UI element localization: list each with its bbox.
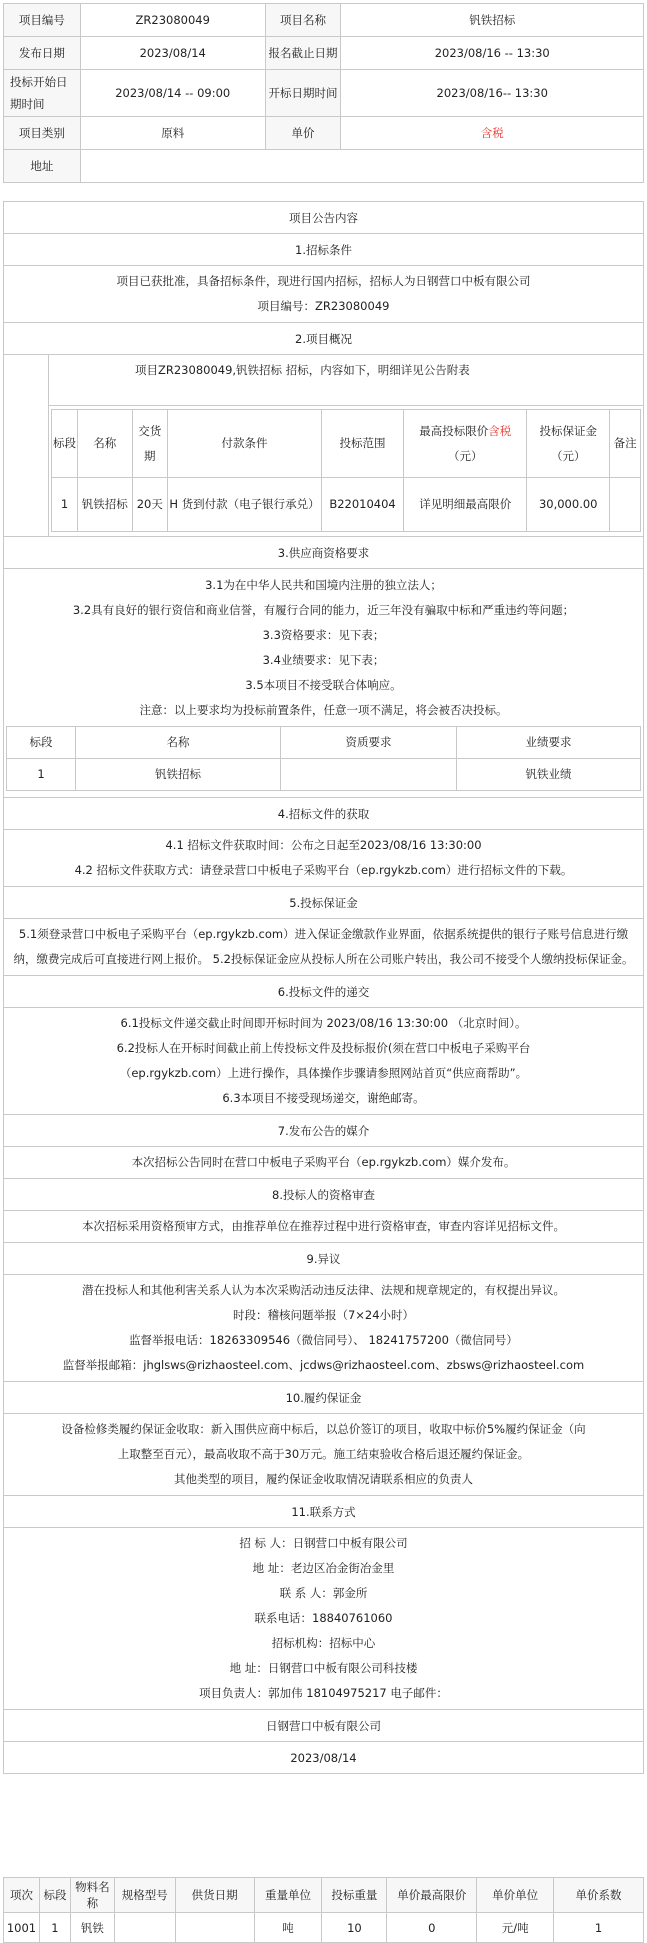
s8-p1: 本次招标采用资格预审方式，由推荐单位在推荐过程中进行资格审查，审查内容详见招标文件。 xyxy=(82,1219,565,1233)
td-deposit: 30,000.00 xyxy=(527,478,610,532)
section-body-4 xyxy=(4,830,644,887)
qd-section: 1 xyxy=(7,759,76,791)
value-registration-deadline: 2023/08/16 -- 13:30 xyxy=(341,37,644,70)
s6-p3: 6.3本项目不接受现场递交，谢绝邮寄。 xyxy=(222,1091,425,1105)
id-section: 1 xyxy=(39,1913,70,1943)
ih-price-coef: 单价系数 xyxy=(554,1878,644,1913)
ih-material: 物料名称 xyxy=(70,1878,114,1913)
s11-p6: 地 址：日钢营口中板有限公司科技楼 xyxy=(229,1661,418,1675)
section-body-8 xyxy=(4,1211,644,1243)
id-spec xyxy=(114,1913,175,1943)
ih-max-unit-price: 单价最高限价 xyxy=(387,1878,477,1913)
section-body-10 xyxy=(4,1414,644,1496)
s11-p3: 联 系 人：郭金所 xyxy=(279,1586,368,1600)
section-title-2: 2.项目概况 xyxy=(4,323,644,355)
section-body-7 xyxy=(4,1147,644,1179)
s11-p4: 联系电话：18840761060 xyxy=(254,1611,393,1625)
id-supply-date xyxy=(175,1913,254,1943)
qh-section: 标段 xyxy=(7,727,76,759)
section-title-6: 6.投标文件的递交 xyxy=(4,976,644,1008)
s11-p7: 项目负责人：郭加伟 18104975217 电子邮件： xyxy=(199,1686,448,1700)
s4-p1: 4.1 招标文件获取时间：公布之日起至2023/08/16 13:30:00 xyxy=(165,838,482,852)
s6-p2: 6.2投标人在开标时间截止前上传投标文件及投标报价(须在营口中板电子采购平台（ep.rgykzb.com）上进行操作，具体操作步骤请参照网站首页“供应商帮助”。 xyxy=(116,1041,531,1080)
section-title-1: 1.招标条件 xyxy=(4,234,644,266)
label-address: 地址 xyxy=(4,150,81,183)
s2-summary: 项目ZR23080049,钒铁招标 招标，内容如下，明细详见公告附表 xyxy=(49,355,644,406)
label-bid-open: 开标日期时间 xyxy=(265,70,341,117)
td-section: 1 xyxy=(52,478,78,532)
ih-bid-weight: 投标重量 xyxy=(322,1878,387,1913)
qualification-table xyxy=(6,726,641,791)
label-bid-start: 投标开始日期时间 xyxy=(4,70,81,117)
s6-p1: 6.1投标文件递交截止时间即开标时间为 2023/08/16 13:30:00 （北京时间）。 xyxy=(120,1016,527,1030)
s11-p2: 地 址：老边区冶金街冶金里 xyxy=(252,1561,395,1575)
s3-p6: 注意：以上要求均为投标前置条件，任意一项不满足，将会被否决投标。 xyxy=(139,703,508,717)
project-info-table xyxy=(3,3,644,183)
s10-p1: 设备检修类履约保证金收取：新入围供应商中标后，以总价签订的项目，收取中标价5%履约保证金（向上取整至百元），最高收取不高于30万元。施工结束验收合格后退还履约保证金。 xyxy=(61,1422,586,1461)
qh-performance: 业绩要求 xyxy=(457,727,641,759)
label-registration-deadline: 报名截止日期 xyxy=(265,37,341,70)
qd-performance: 钒铁业绩 xyxy=(457,759,641,791)
s9-p3: 监督举报电话：18263309546（微信同号）、 18241757200（微信同号） xyxy=(129,1333,518,1347)
section-body-5 xyxy=(4,919,644,976)
section-body-9 xyxy=(4,1275,644,1382)
ih-price-unit: 单价单位 xyxy=(477,1878,554,1913)
th-delivery: 交货期 xyxy=(132,410,168,478)
th-max-price-unit: （元） xyxy=(447,448,483,463)
section-body-6 xyxy=(4,1008,644,1115)
value-project-number: ZR23080049 xyxy=(80,4,265,37)
th-deposit: 投标保证金（元） xyxy=(527,410,610,478)
s7-p1: 本次招标公告同时在营口中板电子采购平台（ep.rgykzb.com）媒介发布。 xyxy=(131,1155,516,1169)
s11-p5: 招标机构：招标中心 xyxy=(271,1636,376,1650)
s1-p2: 项目编号：ZR23080049 xyxy=(257,299,390,313)
indent-cell xyxy=(4,355,49,537)
bid-section-table xyxy=(51,409,641,532)
td-remark xyxy=(610,478,641,532)
section-title-4: 4.招标文件的获取 xyxy=(4,798,644,830)
qd-name: 钒铁招标 xyxy=(76,759,281,791)
label-unit-price: 单价 xyxy=(265,117,341,150)
section-title-11: 11.联系方式 xyxy=(4,1496,644,1528)
td-delivery: 20天 xyxy=(132,478,168,532)
s4-p2: 4.2 招标文件获取方式：请登录营口中板电子采购平台（ep.rgykzb.com）进行招标文件的下载。 xyxy=(74,863,573,877)
section-title-3: 3.供应商资格要求 xyxy=(4,537,644,569)
section-body-11 xyxy=(4,1528,644,1710)
id-bid-weight: 10 xyxy=(322,1913,387,1943)
th-payment: 付款条件 xyxy=(168,410,322,478)
value-unit-price: 含税 xyxy=(341,117,644,150)
ih-weight-unit: 重量单位 xyxy=(254,1878,322,1913)
id-item-no: 1001 xyxy=(4,1913,40,1943)
section-body-3 xyxy=(4,569,644,798)
qh-name: 名称 xyxy=(76,727,281,759)
notice-table xyxy=(3,201,644,1774)
s1-p1: 项目已获批准，具备招标条件，现进行国内招标，招标人为日钢营口中板有限公司 xyxy=(116,274,531,288)
section-title-10: 10.履约保证金 xyxy=(4,1382,644,1414)
value-project-category: 原料 xyxy=(80,117,265,150)
s9-p4: 监督举报邮箱：jhglsws@rizhaosteel.com、jcdws@rizhaosteel.com、zbsws@rizhaosteel.com xyxy=(62,1358,585,1372)
s9-p2: 时段：稽核问题举报（7×24小时） xyxy=(232,1308,415,1322)
id-max-unit-price: 0 xyxy=(387,1913,477,1943)
company-name: 日钢营口中板有限公司 xyxy=(4,1710,644,1742)
label-project-number: 项目编号 xyxy=(4,4,81,37)
value-bid-open: 2023/08/16-- 13:30 xyxy=(341,70,644,117)
th-section: 标段 xyxy=(52,410,78,478)
th-max-price xyxy=(404,410,527,478)
s3-p3: 3.3资格要求：见下表； xyxy=(262,628,385,642)
item-detail-table xyxy=(3,1877,644,1943)
td-name: 钒铁招标 xyxy=(78,478,132,532)
ih-section: 标段 xyxy=(39,1878,70,1913)
s3-p2: 3.2具有良好的银行资信和商业信誉，有履行合同的能力，近三年没有骗取中标和严重违约等问题； xyxy=(72,603,575,617)
notice-title: 项目公告内容 xyxy=(4,202,644,234)
th-max-price-label: 最高投标限价 xyxy=(419,423,489,438)
th-tax-included: 含税 xyxy=(488,423,512,438)
ih-spec: 规格型号 xyxy=(114,1878,175,1913)
s2-table-cell xyxy=(49,406,644,537)
s3-p5: 3.5本项目不接受联合体响应。 xyxy=(245,678,402,692)
ih-item-no: 项次 xyxy=(4,1878,40,1913)
value-address xyxy=(80,150,643,183)
s3-p4: 3.4业绩要求：见下表； xyxy=(262,653,385,667)
s11-p1: 招 标 人：日钢营口中板有限公司 xyxy=(239,1536,408,1550)
section-title-5: 5.投标保证金 xyxy=(4,887,644,919)
id-material: 钒铁 xyxy=(70,1913,114,1943)
th-scope: 投标范围 xyxy=(321,410,403,478)
value-publish-date: 2023/08/14 xyxy=(80,37,265,70)
value-project-name: 钒铁招标 xyxy=(341,4,644,37)
label-publish-date: 发布日期 xyxy=(4,37,81,70)
notice-date: 2023/08/14 xyxy=(4,1742,644,1774)
table-row xyxy=(4,1913,644,1943)
id-price-coef: 1 xyxy=(554,1913,644,1943)
th-name: 名称 xyxy=(78,410,132,478)
qd-qualification xyxy=(281,759,457,791)
s3-p1: 3.1为在中华人民共和国境内注册的独立法人； xyxy=(205,578,442,592)
td-scope: B22010404 xyxy=(321,478,403,532)
label-project-name: 项目名称 xyxy=(265,4,341,37)
section-title-9: 9.异议 xyxy=(4,1243,644,1275)
th-remark: 备注 xyxy=(610,410,641,478)
qh-qualification: 资质要求 xyxy=(281,727,457,759)
label-project-category: 项目类别 xyxy=(4,117,81,150)
id-weight-unit: 吨 xyxy=(254,1913,322,1943)
td-payment: H 货到付款（电子银行承兑） xyxy=(168,478,322,532)
ih-supply-date: 供货日期 xyxy=(175,1878,254,1913)
section-title-8: 8.投标人的资格审查 xyxy=(4,1179,644,1211)
id-price-unit: 元/吨 xyxy=(477,1913,554,1943)
td-max-price: 详见明细最高限价 xyxy=(404,478,527,532)
section-title-7: 7.发布公告的媒介 xyxy=(4,1115,644,1147)
s9-p1: 潜在投标人和其他利害关系人认为本次采购活动违反法律、法规和规章规定的，有权提出异议。 xyxy=(82,1283,565,1297)
s10-p2: 其他类型的项目，履约保证金收取情况请联系相应的负责人 xyxy=(174,1472,473,1486)
value-bid-start: 2023/08/14 -- 09:00 xyxy=(80,70,265,117)
section-body-1 xyxy=(4,266,644,323)
s5-p1: 5.1须登录营口中板电子采购平台（ep.rgykzb.com）进入保证金缴款作业界面，依据系统提供的银行子账号信息进行缴纳，缴费完成后可直接进行网上报价。 5.2投标保证金应从投标人所在公司账户转出，我公司不接受个人缴纳投标保证金。 xyxy=(13,927,634,966)
